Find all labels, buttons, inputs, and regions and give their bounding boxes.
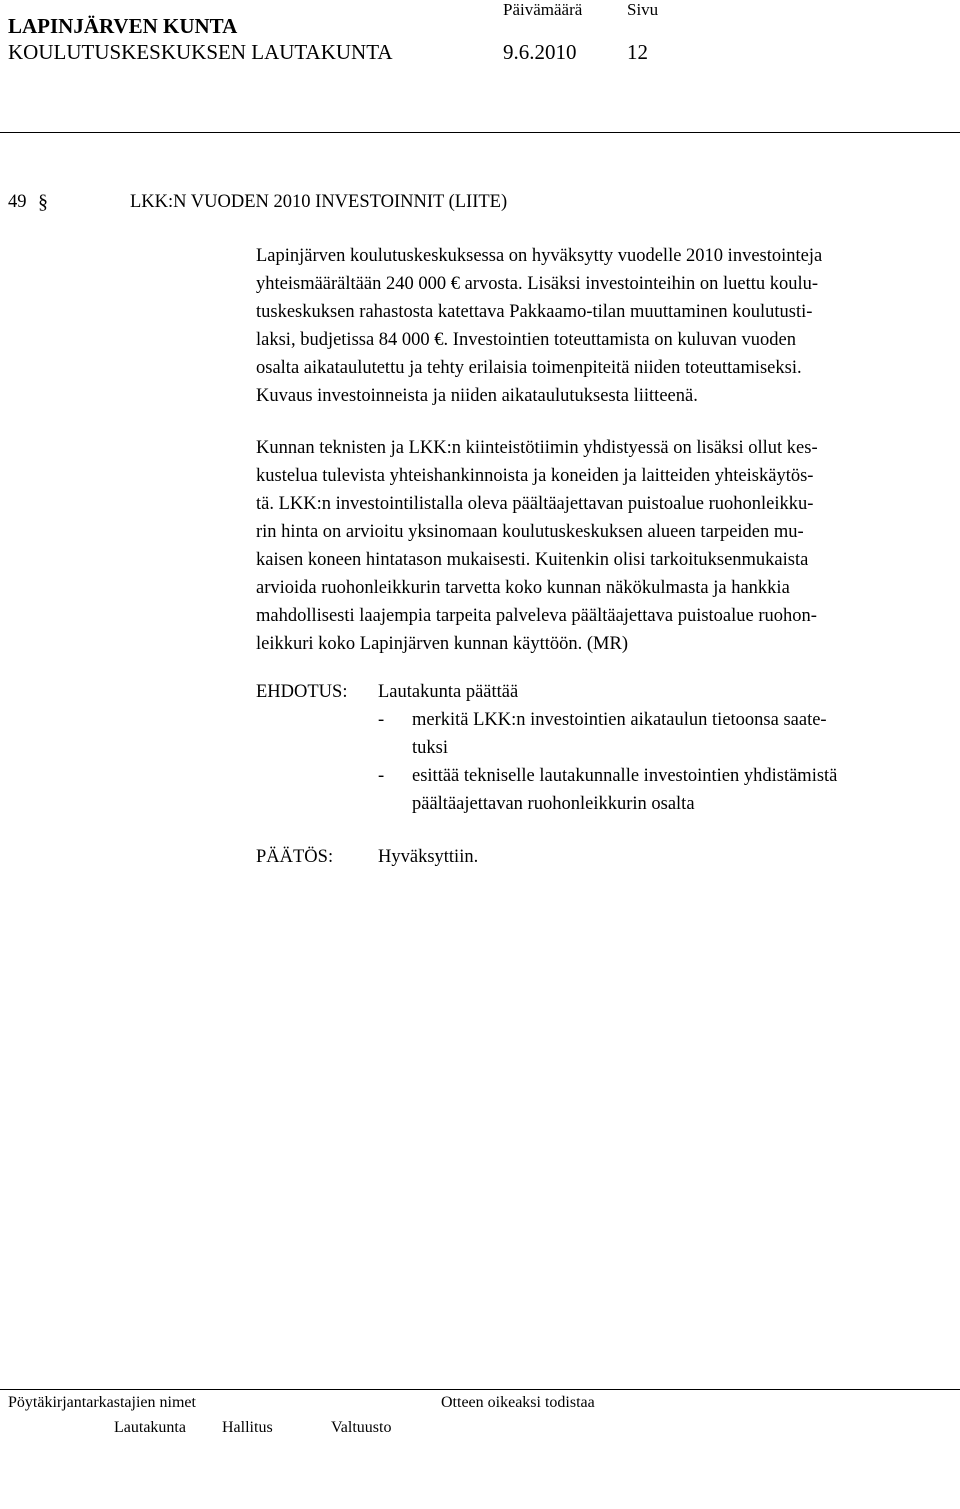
paragraph-line: tä. LKK:n investointilistalla oleva päältäajettavan puistoalue ruohonleikku- [256,494,814,514]
paragraph-line: kaisen koneen hintatason mukaisesti. Kuitenkin olisi tarkoituksenmukaista [256,550,809,570]
proposal-item-dash: - [378,766,385,786]
section-number: 49 [8,192,27,212]
page-number: 12 [627,40,648,64]
proposal-item-line: esittää tekniselle lautakunnalle investointien yhdistämistä [412,766,838,786]
footer-column-board: Lautakunta [114,1419,186,1436]
decision-label: PÄÄTÖS: [256,847,334,867]
proposal-item-line: merkitä LKK:n investointien aikataulun tietoonsa saate- [412,710,827,730]
proposal-item-dash: - [378,710,385,730]
paragraph-line: laksi, budjetissa 84 000 €. Investointien toteuttamista on kuluvan vuoden [256,330,797,350]
paragraph-line: mahdollisesti laajempia tarpeita palveleva päältäajettava puistoalue ruohon- [256,606,817,626]
proposal-intro: Lautakunta päättää [378,682,519,702]
page-label: Sivu [627,0,659,19]
footer-divider [0,1389,960,1390]
proposal-item-line: päältäajettavan ruohonleikkurin osalta [412,794,695,814]
paragraph-line: leikkuri koko Lapinjärven kunnan käyttöön. (MR) [256,634,628,654]
meeting-date: 9.6.2010 [503,40,577,64]
header-divider [0,132,960,133]
section-title: LKK:N VUODEN 2010 INVESTOINNIT (LIITE) [130,192,508,212]
organization-name: LAPINJÄRVEN KUNTA [8,14,238,38]
footer-column-government: Hallitus [222,1419,273,1436]
paragraph-joint-procurement [256,434,956,658]
section-symbol: § [38,191,48,213]
paragraph-line: Kuvaus investoinneista ja niiden aikataulutuksesta liitteenä. [256,386,698,406]
decision-text: Hyväksyttiin. [378,847,479,867]
paragraph-investments [256,242,956,410]
paragraph-line: kustelua tulevista yhteishankinnoista ja koneiden ja laitteiden yhteiskäytös- [256,466,814,486]
paragraph-line: arvioida ruohonleikkurin tarvetta koko kunnan näkökulmasta ja hankkia [256,578,790,598]
proposal-item-line: tuksi [412,738,448,758]
footer-checkers-label: Pöytäkirjantarkastajien nimet [8,1394,196,1411]
board-name: KOULUTUSKESKUKSEN LAUTAKUNTA [8,40,393,64]
footer-certified-label: Otteen oikeaksi todistaa [441,1394,595,1411]
proposal-label: EHDOTUS: [256,682,348,702]
footer-column-council: Valtuusto [331,1419,392,1436]
date-label: Päivämäärä [503,0,583,19]
paragraph-line: tuskeskuksen rahastosta katettava Pakkaamo-tilan muuttaminen koulutusti- [256,302,813,322]
paragraph-line: Lapinjärven koulutuskeskuksessa on hyväksytty vuodelle 2010 investointeja [256,246,823,266]
paragraph-line: Kunnan teknisten ja LKK:n kiinteistötiimin yhdistyessä on lisäksi ollut kes- [256,438,818,458]
paragraph-line: osalta aikataulutettu ja tehty erilaisia toimenpiteitä niiden toteuttamiseksi. [256,358,802,378]
paragraph-line: rin hinta on arvioitu yksinomaan koulutuskeskuksen alueen tarpeiden mu- [256,522,804,542]
paragraph-line: yhteismäärältään 240 000 € arvosta. Lisäksi investointeihin on luettu koulu- [256,274,819,294]
